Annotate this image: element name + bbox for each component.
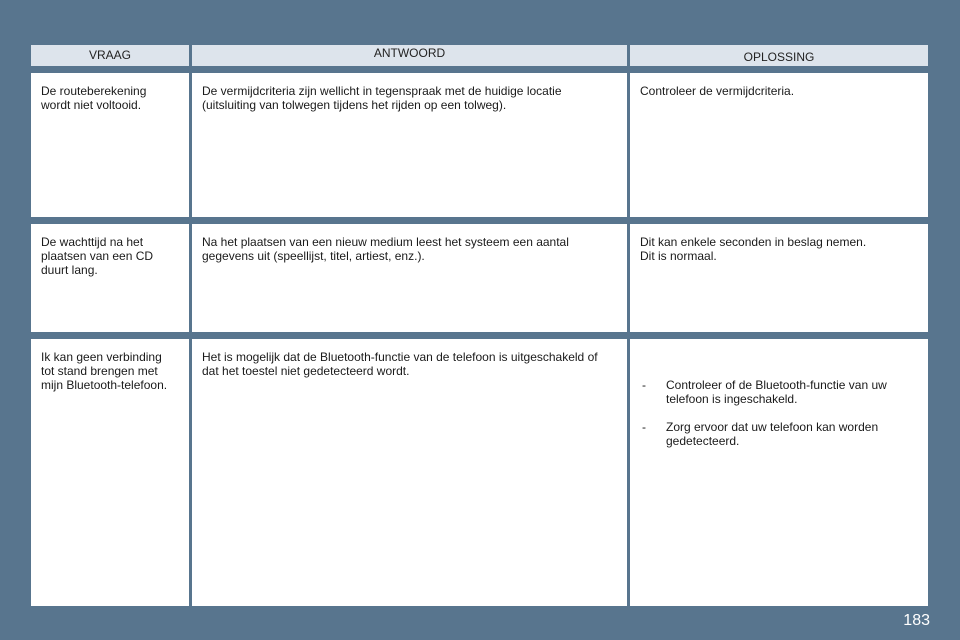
solution-bullet-item bbox=[640, 420, 918, 448]
page-number: 183 bbox=[903, 612, 930, 629]
solution-bullet-text: Controleer of de Bluetooth-functie van uw telefoon is ingeschakeld. bbox=[666, 378, 887, 406]
row2-answer: Na het plaatsen van een nieuw medium leest het systeem een aantal gegevens uit (speellijst, titel, artiest, enz.). bbox=[192, 224, 627, 332]
row3-answer: Het is mogelijk dat de Bluetooth-functie van de telefoon is uitgeschakeld of dat het toestel niet gedetecteerd wordt. bbox=[192, 339, 627, 606]
row3-solution bbox=[630, 339, 928, 606]
row1-question: De routeberekening wordt niet voltooid. bbox=[31, 73, 189, 217]
header-solution: OPLOSSING bbox=[630, 45, 928, 66]
bullet-marker: - bbox=[642, 378, 646, 392]
bullet-marker: - bbox=[642, 420, 646, 434]
row2-question: De wachttijd na het plaatsen van een CD duurt lang. bbox=[31, 224, 189, 332]
row3-question: Ik kan geen verbinding tot stand brengen met mijn Bluetooth-telefoon. bbox=[31, 339, 189, 606]
row1-solution: Controleer de vermijdcriteria. bbox=[630, 73, 928, 217]
solution-bullet-text: Zorg ervoor dat uw telefoon kan worden gedetecteerd. bbox=[666, 420, 879, 448]
header-answer: ANTWOORD bbox=[192, 45, 627, 66]
row2-solution: Dit kan enkele seconden in beslag nemen. Dit is normaal. bbox=[630, 224, 928, 332]
header-question: VRAAG bbox=[31, 45, 189, 66]
solution-bullet-list bbox=[640, 364, 918, 462]
row1-answer: De vermijdcriteria zijn wellicht in tegenspraak met de huidige locatie (uitsluiting van tolwegen tijdens het rijden op een tolweg). bbox=[192, 73, 627, 217]
solution-bullet-item bbox=[640, 378, 918, 406]
